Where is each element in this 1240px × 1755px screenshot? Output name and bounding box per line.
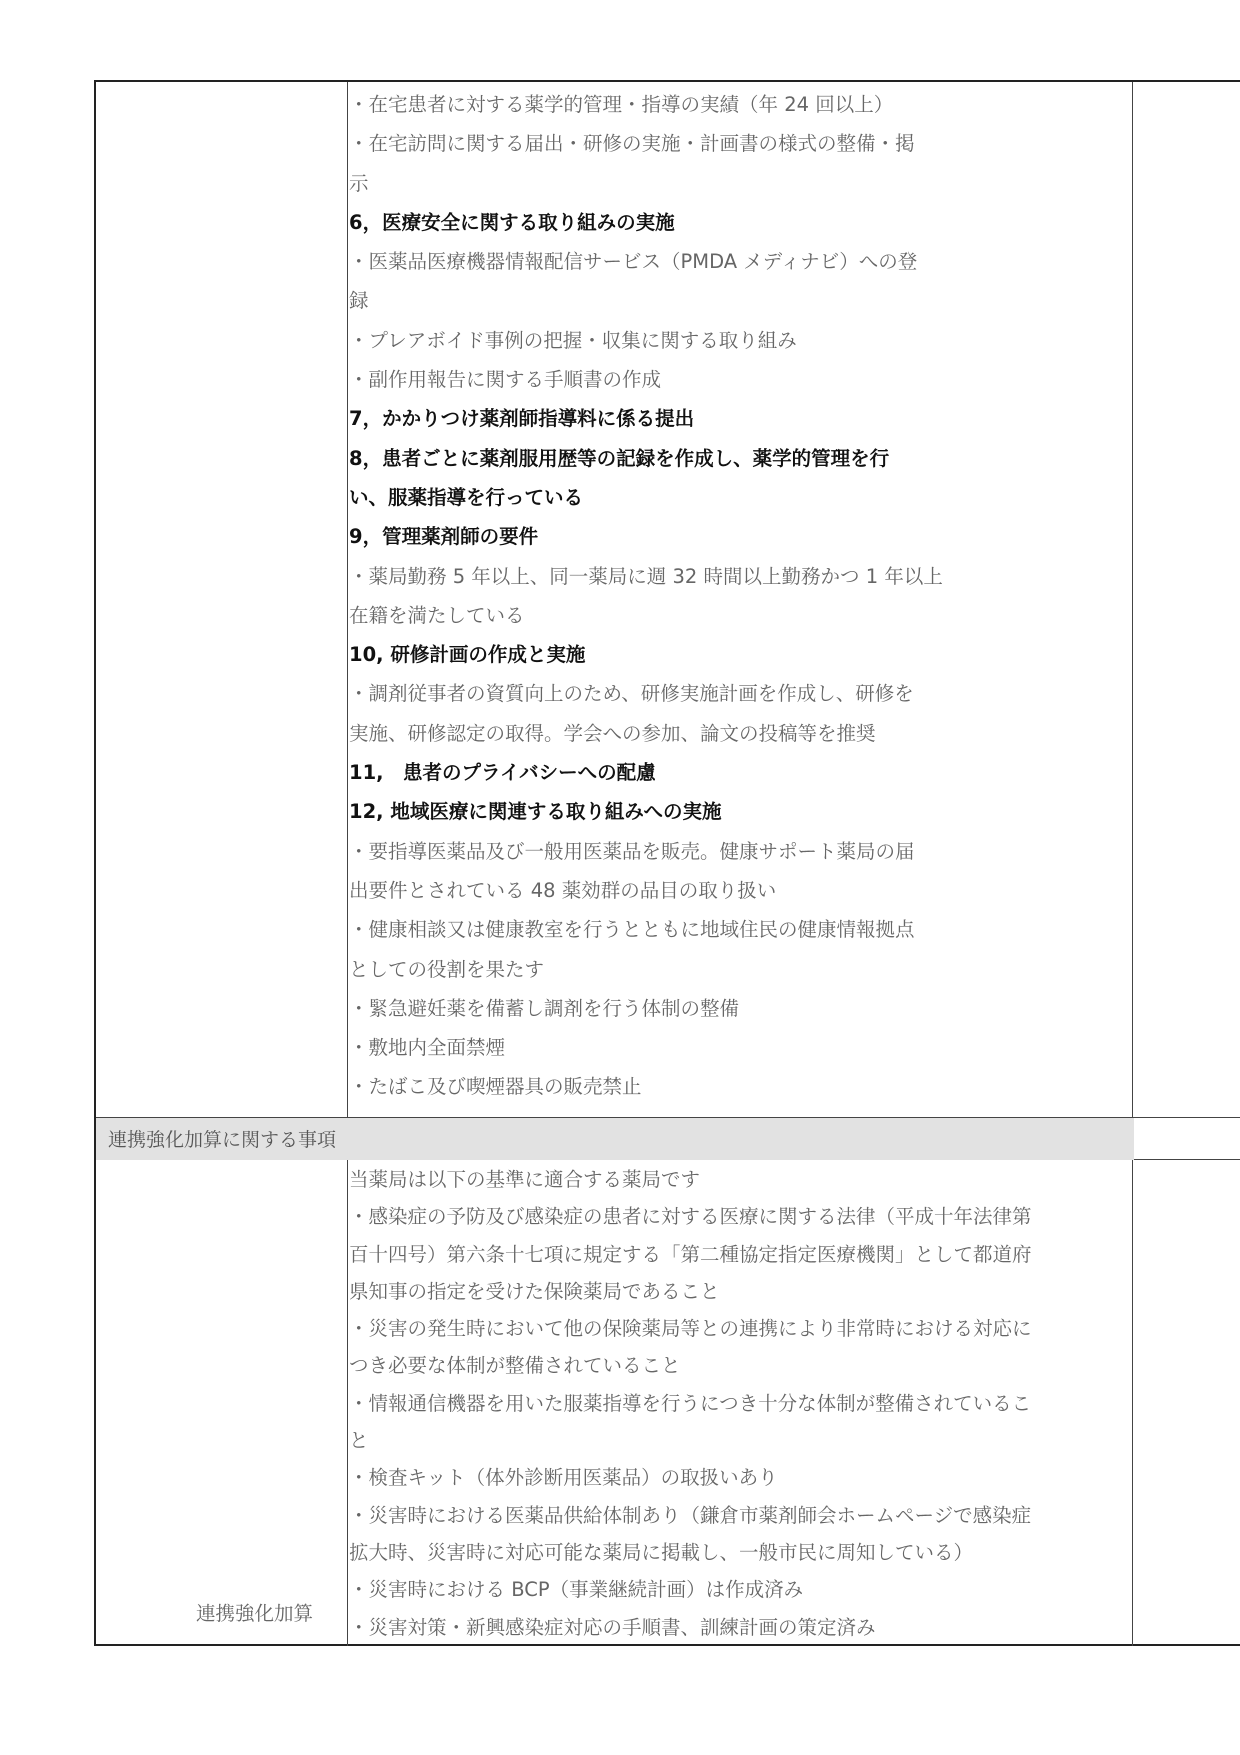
- text-line: 実施、研修認定の取得。学会への参加、論文の投稿等を推奨: [349, 721, 876, 745]
- text-line: ・検査キット（体外診断用医薬品）の取扱いあり: [349, 1466, 778, 1490]
- text-line: ・調剤従事者の資質向上のため、研修実施計画を作成し、研修を: [349, 682, 914, 706]
- text-line: ・災害時における医薬品供給体制あり（鎌倉市薬剤師会ホームページで感染症: [349, 1503, 1032, 1527]
- section-heading: 10, 研修計画の作成と実施: [349, 643, 586, 667]
- text-line: 当薬局は以下の基準に適合する薬局です: [349, 1168, 701, 1191]
- section-heading: 9，管理薬剤師の要件: [349, 525, 539, 549]
- text-line: ・健康相談又は健康教室を行うとともに地域住民の健康情報拠点: [349, 918, 915, 942]
- text-line: ・たばこ及び喫煙器具の販売禁止: [349, 1075, 642, 1099]
- text-line: ・災害対策・新興感染症対応の手順書、訓練計画の策定済み: [349, 1615, 876, 1639]
- text-line: 拡大時、災害時に対応可能な薬局に掲載し、一般市民に周知している）: [349, 1540, 974, 1564]
- section-header-title: 連携強化加算に関する事項: [108, 1129, 337, 1151]
- text-line: ・薬局勤務 5 年以上、同一薬局に週 32 時間以上勤務かつ 1 年以上: [349, 564, 943, 588]
- text-line: ・災害の発生時において他の保険薬局等との連携により非常時における対応に: [349, 1317, 1032, 1341]
- section-header: [96, 1118, 1134, 1160]
- section-heading: 7，かかりつけ薬剤師指導料に係る提出: [349, 407, 695, 431]
- text-line: としての役割を果たす: [349, 957, 545, 981]
- text-line: ・在宅患者に対する薬学的管理・指導の実績（年 24 回以上）: [349, 93, 894, 116]
- text-line: 示: [349, 171, 369, 195]
- section-heading: 8，患者ごとに薬剤服用歴等の記録を作成し、薬学的管理を行: [349, 446, 890, 470]
- section-heading: 11, 患者のプライバシーへの配慮: [349, 761, 656, 785]
- text-line: ・災害時における BCP（事業継続計画）は作成済み: [349, 1578, 804, 1602]
- text-line: ・医薬品医療機器情報配信サービス（PMDA メディナビ）への登: [349, 250, 918, 274]
- text-line: ・感染症の予防及び感染症の患者に対する医療に関する法律（平成十年法律第: [349, 1205, 1032, 1229]
- text-line: 出要件とされている 48 薬効群の品目の取り扱い: [349, 878, 777, 902]
- text-line: ・副作用報告に関する手順書の作成: [349, 368, 662, 392]
- text-line: ・緊急避妊薬を備蓄し調剤を行う体制の整備: [349, 996, 740, 1020]
- section-heading: 6，医療安全に関する取り組みの実施: [349, 210, 675, 234]
- text-line: 録: [349, 289, 369, 313]
- text-line: ・要指導医薬品及び一般用医薬品を販売。健康サポート薬局の届: [349, 839, 915, 863]
- text-line: ・敷地内全面禁煙: [349, 1036, 506, 1060]
- text-line: 県知事の指定を受けた保険薬局であること: [349, 1279, 720, 1303]
- section-heading: 12, 地域医療に関連する取り組みへの実施: [349, 800, 722, 824]
- text-line: ・情報通信機器を用いた服薬指導を行うにつき十分な体制が整備されているこ: [349, 1391, 1032, 1415]
- text-line: と: [349, 1429, 369, 1453]
- lower-content: [349, 1161, 1129, 1646]
- text-line: 百十四号）第六条十七項に規定する「第二種協定指定医療機関」として都道府: [349, 1242, 1032, 1266]
- requirements-table: [94, 80, 1240, 1646]
- text-line: ・在宅訪問に関する届出・研修の実施・計画書の様式の整備・掲: [349, 132, 915, 156]
- upper-content: [349, 85, 1129, 1107]
- column-divider-left: [347, 82, 348, 1118]
- column-divider-right: [1132, 82, 1133, 1118]
- column-divider-right-lower: [1132, 1160, 1133, 1646]
- text-line: ・プレアボイド事例の把握・収集に関する取り組み: [349, 328, 797, 352]
- text-line: つき必要な体制が整備されていること: [349, 1354, 681, 1378]
- text-line: 在籍を満たしている: [349, 603, 525, 627]
- section-heading: い、服薬指導を行っている: [349, 485, 584, 509]
- row-label: 連携強化加算: [196, 1602, 314, 1625]
- column-divider-left-lower: [347, 1160, 348, 1646]
